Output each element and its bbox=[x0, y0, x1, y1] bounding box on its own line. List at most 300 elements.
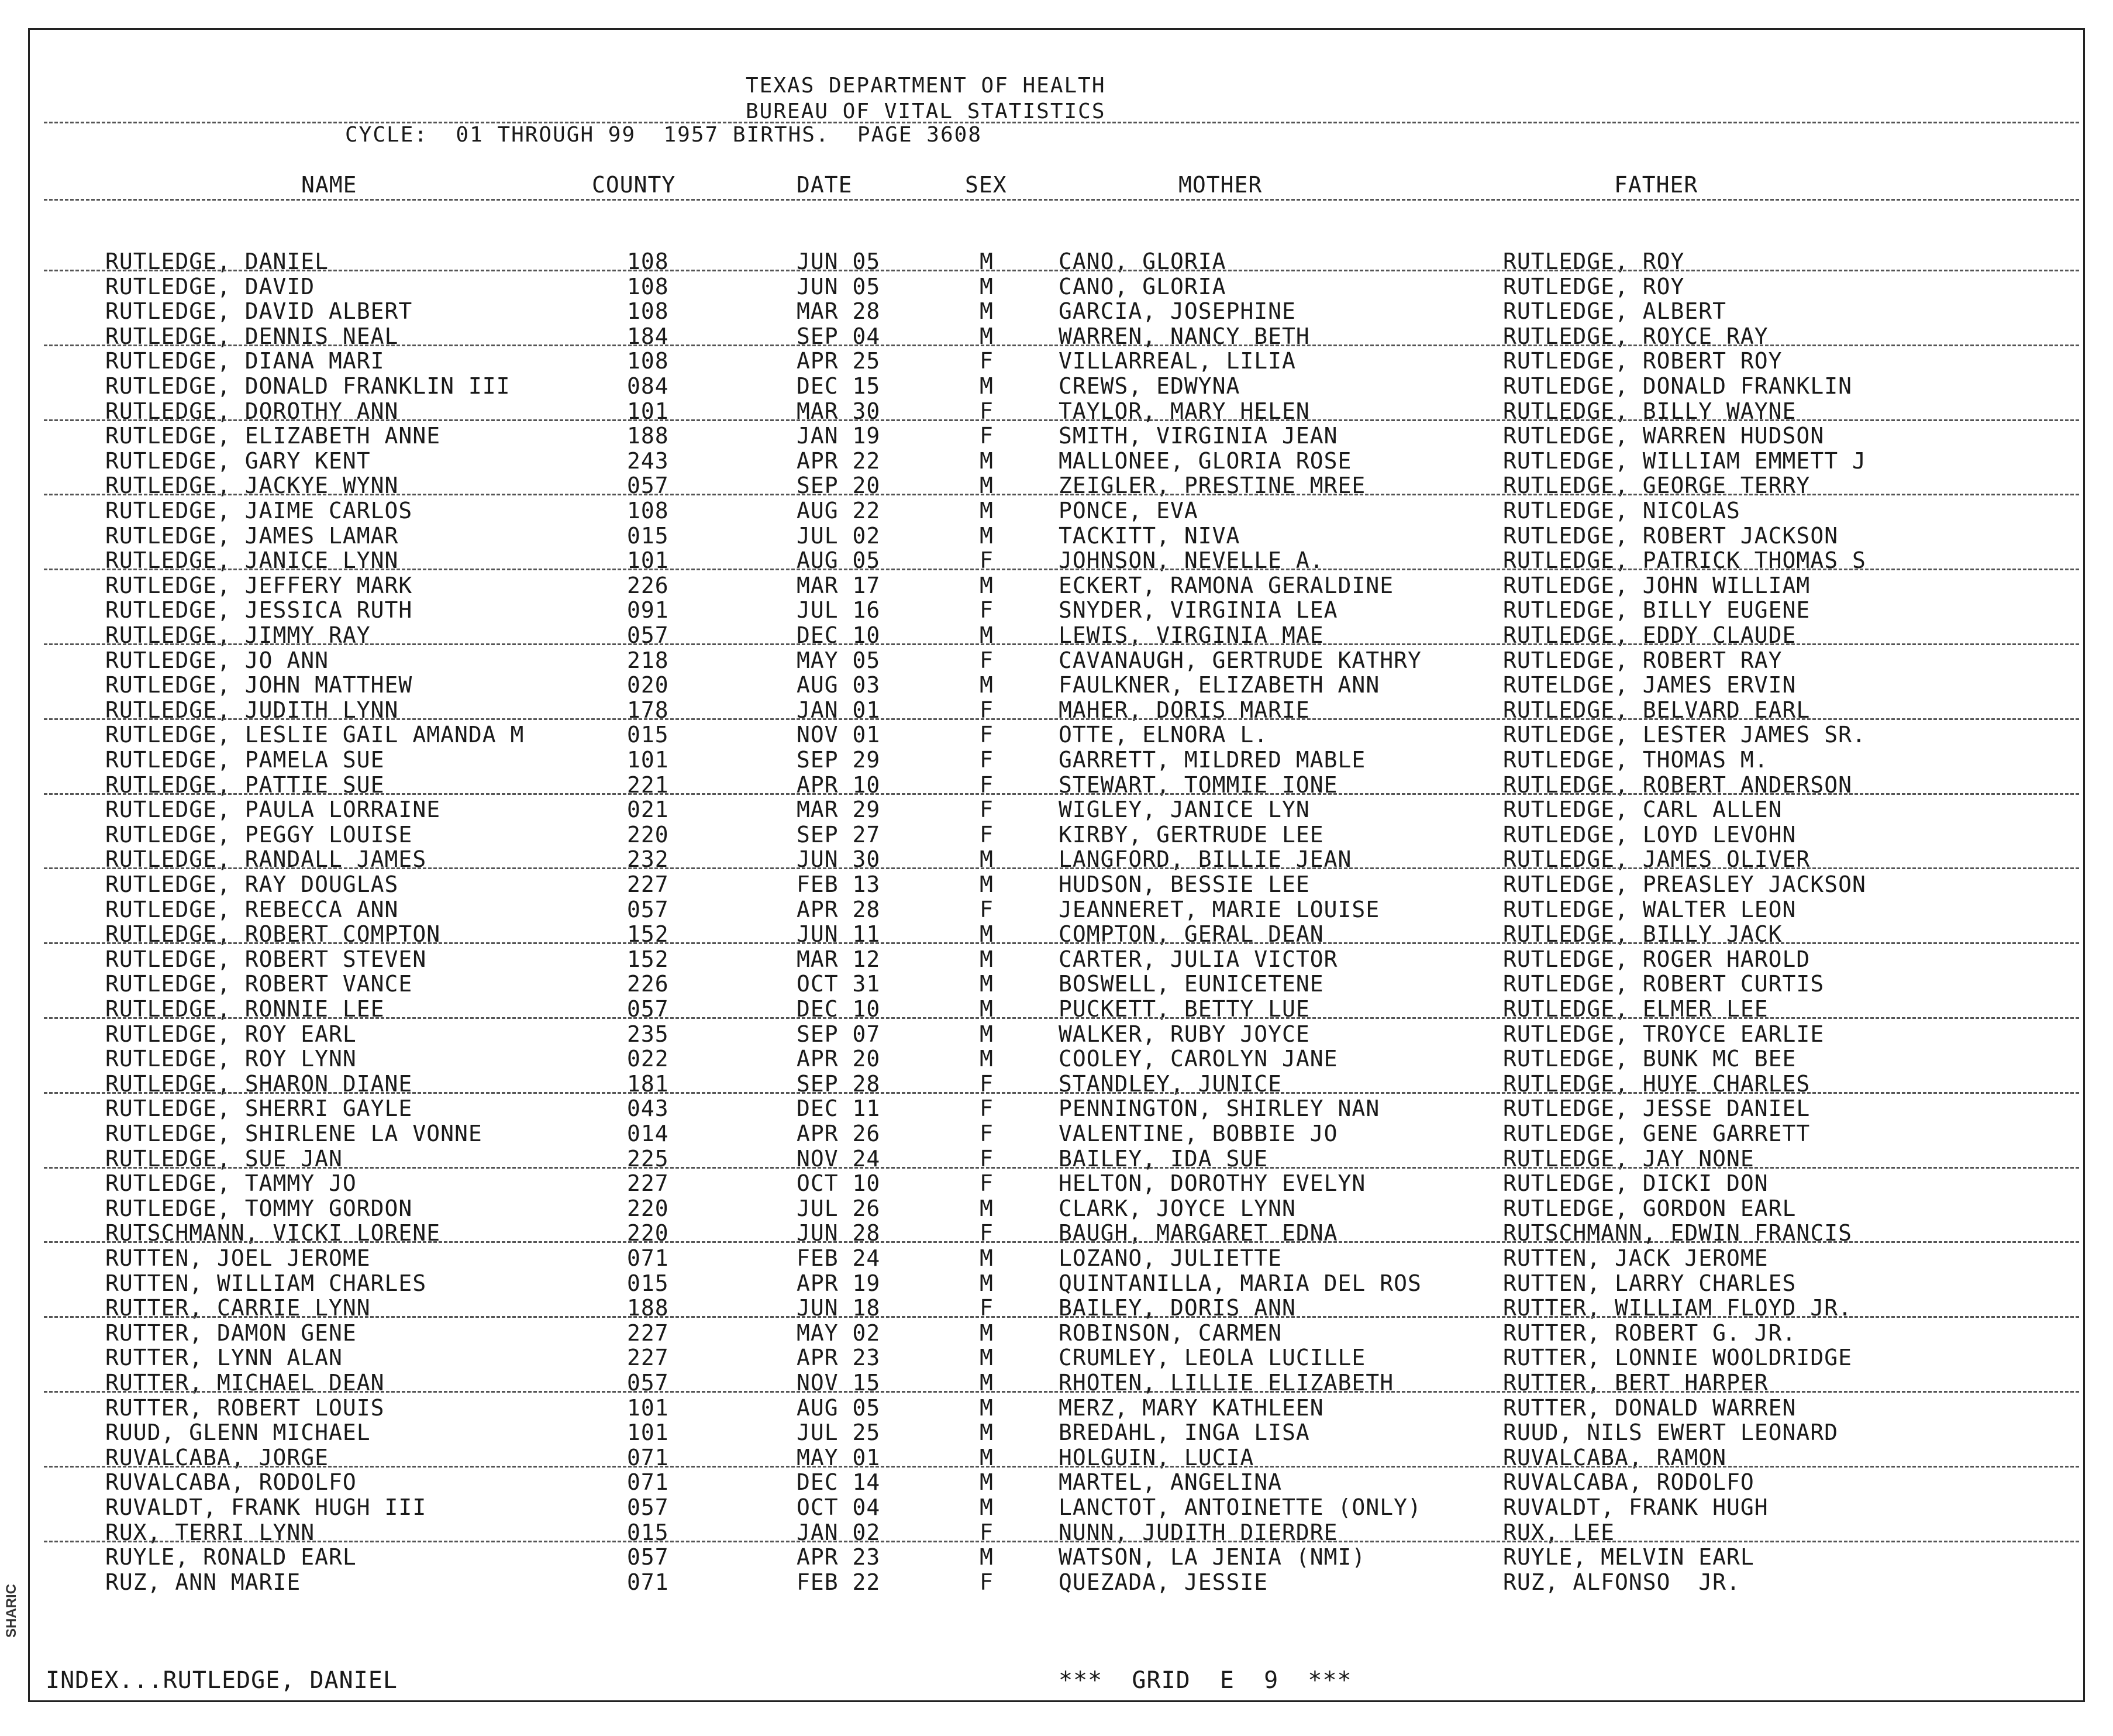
cell-sex: F bbox=[980, 647, 994, 673]
column-header-divider bbox=[44, 199, 2079, 201]
cell-father: RUTLEDGE, NICOLAS bbox=[1503, 498, 1740, 523]
cell-sex: F bbox=[980, 821, 994, 848]
cell-sex: M bbox=[980, 846, 994, 873]
table-row bbox=[0, 722, 2113, 746]
cell-date: JUL 25 bbox=[797, 1420, 881, 1446]
cell-sex: F bbox=[980, 423, 994, 449]
cell-county: 101 bbox=[627, 1420, 669, 1446]
cell-father: RUTLEDGE, BILLY WAYNE bbox=[1503, 398, 1797, 424]
cell-name: RUTTER, CARRIE LYNN bbox=[105, 1295, 371, 1321]
cell-date: FEB 24 bbox=[797, 1245, 881, 1271]
table-row bbox=[0, 373, 2113, 398]
cell-date: DEC 10 bbox=[797, 622, 881, 648]
cell-mother: WARREN, NANCY BETH bbox=[1059, 323, 1310, 349]
cell-date: SEP 20 bbox=[797, 473, 881, 499]
table-row bbox=[0, 498, 2113, 522]
row-separator bbox=[44, 345, 2079, 346]
cell-date: MAR 30 bbox=[797, 398, 881, 424]
table-row bbox=[0, 872, 2113, 896]
cell-date: APR 23 bbox=[797, 1345, 881, 1371]
cell-sex: M bbox=[980, 498, 994, 523]
cell-mother: GARCIA, JOSEPHINE bbox=[1059, 298, 1296, 325]
cell-date: NOV 24 bbox=[797, 1145, 881, 1172]
row-separator bbox=[44, 1316, 2079, 1318]
cell-name: RUTLEDGE, ROY LYNN bbox=[105, 1046, 357, 1072]
cell-name: RUTLEDGE, PEGGY LOUISE bbox=[105, 821, 413, 848]
table-row bbox=[0, 448, 2113, 473]
cell-date: AUG 03 bbox=[797, 672, 881, 698]
cell-county: 101 bbox=[627, 1394, 669, 1421]
cell-father: RUTTER, DONALD WARREN bbox=[1503, 1394, 1797, 1421]
cell-date: SEP 27 bbox=[797, 821, 881, 848]
cell-mother: BAILEY, IDA SUE bbox=[1059, 1145, 1269, 1172]
cell-name: RUVALCABA, JORGE bbox=[105, 1444, 329, 1470]
cell-father: RUTELDGE, JAMES ERVIN bbox=[1503, 672, 1797, 698]
cell-father: RUTLEDGE, LOYD LEVOHN bbox=[1503, 821, 1797, 848]
cell-father: RUTTER, BERT HARPER bbox=[1503, 1370, 1769, 1396]
cell-mother: VALENTINE, BOBBIE JO bbox=[1059, 1121, 1338, 1146]
cell-name: RUTLEDGE, PAULA LORRAINE bbox=[105, 797, 441, 823]
cell-father: RUTTEN, JACK JEROME bbox=[1503, 1245, 1769, 1271]
cell-date: MAY 05 bbox=[797, 647, 881, 673]
cell-mother: MERZ, MARY KATHLEEN bbox=[1059, 1394, 1324, 1421]
cell-mother: CREWS, EDWYNA bbox=[1059, 373, 1240, 399]
cell-name: RUVALDT, FRANK HUGH III bbox=[105, 1494, 427, 1520]
cell-mother: WATSON, LA JENIA (NMI) bbox=[1059, 1544, 1366, 1570]
row-separator bbox=[44, 419, 2079, 421]
cell-father: RUVALDT, FRANK HUGH bbox=[1503, 1494, 1769, 1520]
cell-mother: LEWIS, VIRGINIA MAE bbox=[1059, 622, 1324, 648]
cell-sex: M bbox=[980, 249, 994, 274]
cell-sex: F bbox=[980, 697, 994, 723]
table-row bbox=[0, 1121, 2113, 1145]
cell-father: RUTTEN, LARRY CHARLES bbox=[1503, 1270, 1797, 1296]
cell-date: MAR 28 bbox=[797, 298, 881, 325]
cell-date: MAR 17 bbox=[797, 572, 881, 598]
cell-name: RUTLEDGE, ELIZABETH ANNE bbox=[105, 423, 441, 449]
cell-father: RUTLEDGE, GORDON EARL bbox=[1503, 1195, 1797, 1221]
cell-mother: STANDLEY, JUNICE bbox=[1059, 1070, 1283, 1097]
cell-date: OCT 31 bbox=[797, 971, 881, 997]
cell-father: RUTLEDGE, GEORGE TERRY bbox=[1503, 473, 1811, 499]
cell-mother: BAILEY, DORIS ANN bbox=[1059, 1295, 1296, 1321]
row-separator bbox=[44, 270, 2079, 271]
cell-mother: STEWART, TOMMIE IONE bbox=[1059, 771, 1338, 798]
cell-county: 015 bbox=[627, 1519, 669, 1545]
cell-father: RUTLEDGE, ROGER HAROLD bbox=[1503, 946, 1811, 972]
cell-father: RUUD, NILS EWERT LEONARD bbox=[1503, 1420, 1839, 1446]
cell-name: RUTTEN, JOEL JEROME bbox=[105, 1245, 371, 1271]
cell-father: RUTLEDGE, DICKI DON bbox=[1503, 1170, 1769, 1197]
table-row bbox=[0, 1544, 2113, 1569]
cell-county: 015 bbox=[627, 522, 669, 549]
cell-name: RUTLEDGE, ROBERT VANCE bbox=[105, 971, 413, 997]
cell-mother: COMPTON, GERAL DEAN bbox=[1059, 921, 1324, 948]
table-row bbox=[0, 1046, 2113, 1070]
cell-name: RUTLEDGE, TAMMY JO bbox=[105, 1170, 357, 1197]
cell-name: RUTLEDGE, DENNIS NEAL bbox=[105, 323, 399, 349]
table-row bbox=[0, 1320, 2113, 1345]
cell-sex: F bbox=[980, 1519, 994, 1545]
cell-sex: F bbox=[980, 797, 994, 823]
cell-mother: TACKITT, NIVA bbox=[1059, 522, 1240, 549]
cell-father: RUX, LEE bbox=[1503, 1519, 1615, 1545]
cell-name: RUTLEDGE, LESLIE GAIL AMANDA M bbox=[105, 722, 525, 748]
cell-father: RUTLEDGE, BUNK MC BEE bbox=[1503, 1046, 1797, 1072]
cell-county: 021 bbox=[627, 797, 669, 823]
cell-father: RUTTER, ROBERT G. JR. bbox=[1503, 1320, 1797, 1346]
table-row bbox=[0, 672, 2113, 697]
table-row bbox=[0, 1469, 2113, 1494]
cell-name: RUTLEDGE, PAMELA SUE bbox=[105, 747, 385, 773]
table-row bbox=[0, 797, 2113, 821]
cell-name: RUTLEDGE, JEFFERY MARK bbox=[105, 572, 413, 598]
cell-name: RUTLEDGE, JO ANN bbox=[105, 647, 329, 673]
table-row bbox=[0, 1395, 2113, 1420]
cell-county: 057 bbox=[627, 1544, 669, 1570]
cell-county: 188 bbox=[627, 423, 669, 449]
cell-mother: MAHER, DORIS MARIE bbox=[1059, 697, 1310, 723]
row-separator bbox=[44, 718, 2079, 720]
table-row bbox=[0, 647, 2113, 672]
cell-name: RUTTER, ROBERT LOUIS bbox=[105, 1394, 385, 1421]
cell-father: RUTSCHMANN, EDWIN FRANCIS bbox=[1503, 1220, 1852, 1246]
cell-county: 015 bbox=[627, 1270, 669, 1296]
table-row bbox=[0, 597, 2113, 622]
cell-date: DEC 10 bbox=[797, 996, 881, 1022]
cell-county: 220 bbox=[627, 821, 669, 848]
cell-name: RUTLEDGE, SUE JAN bbox=[105, 1145, 343, 1172]
cell-father: RUYLE, MELVIN EARL bbox=[1503, 1544, 1754, 1570]
cell-name: RUTLEDGE, TOMMY GORDON bbox=[105, 1195, 413, 1221]
table-row bbox=[0, 971, 2113, 996]
cell-name: RUTLEDGE, JACKYE WYNN bbox=[105, 473, 399, 499]
table-row bbox=[0, 1245, 2113, 1270]
cell-date: APR 28 bbox=[797, 896, 881, 922]
cell-sex: M bbox=[980, 1420, 994, 1446]
cell-county: 184 bbox=[627, 323, 669, 349]
row-separator bbox=[44, 1541, 2079, 1542]
cell-date: JUL 02 bbox=[797, 522, 881, 549]
cell-name: RUTLEDGE, DOROTHY ANN bbox=[105, 398, 399, 424]
cell-mother: HOLGUIN, LUCIA bbox=[1059, 1444, 1254, 1470]
cell-sex: M bbox=[980, 522, 994, 549]
cell-county: 181 bbox=[627, 1070, 669, 1097]
header-cycle: CYCLE: 01 THROUGH 99 1957 BIRTHS. PAGE 3608 bbox=[345, 123, 982, 147]
cell-mother: CANO, GLORIA bbox=[1059, 273, 1226, 299]
cell-name: RUTLEDGE, JESSICA RUTH bbox=[105, 597, 413, 624]
cell-name: RUTLEDGE, JOHN MATTHEW bbox=[105, 672, 413, 698]
cell-name: RUTLEDGE, JAIME CARLOS bbox=[105, 498, 413, 523]
cell-mother: WIGLEY, JANICE LYN bbox=[1059, 797, 1310, 823]
table-row bbox=[0, 348, 2113, 373]
cell-mother: COOLEY, CAROLYN JANE bbox=[1059, 1046, 1338, 1072]
cell-county: 227 bbox=[627, 1170, 669, 1197]
cell-name: RUTLEDGE, JUDITH LYNN bbox=[105, 697, 399, 723]
cell-mother: KIRBY, GERTRUDE LEE bbox=[1059, 821, 1324, 848]
cell-date: MAR 12 bbox=[797, 946, 881, 972]
cell-father: RUTLEDGE, LESTER JAMES SR. bbox=[1503, 722, 1866, 748]
cell-county: 108 bbox=[627, 273, 669, 299]
cell-date: JUN 05 bbox=[797, 249, 881, 274]
cell-father: RUTLEDGE, DONALD FRANKLIN bbox=[1503, 373, 1852, 399]
cell-name: RUVALCABA, RODOLFO bbox=[105, 1469, 357, 1496]
cell-sex: M bbox=[980, 473, 994, 499]
cell-sex: M bbox=[980, 921, 994, 948]
cell-name: RUTLEDGE, RONNIE LEE bbox=[105, 996, 385, 1022]
cell-father: RUTLEDGE, ROBERT RAY bbox=[1503, 647, 1783, 673]
cell-father: RUTLEDGE, EDDY CLAUDE bbox=[1503, 622, 1797, 648]
cell-county: 227 bbox=[627, 1345, 669, 1371]
cell-county: 057 bbox=[627, 896, 669, 922]
cell-mother: CLARK, JOYCE LYNN bbox=[1059, 1195, 1296, 1221]
cell-county: 225 bbox=[627, 1145, 669, 1172]
cell-sex: F bbox=[980, 1096, 994, 1122]
cell-county: 108 bbox=[627, 348, 669, 374]
cell-sex: F bbox=[980, 348, 994, 374]
cell-name: RUZ, ANN MARIE bbox=[105, 1569, 301, 1595]
cell-mother: PENNINGTON, SHIRLEY NAN bbox=[1059, 1096, 1380, 1122]
cell-father: RUTLEDGE, ROBERT JACKSON bbox=[1503, 522, 1839, 549]
cell-name: RUTLEDGE, DIANA MARI bbox=[105, 348, 385, 374]
cell-date: APR 20 bbox=[797, 1046, 881, 1072]
cell-name: RUTLEDGE, DONALD FRANKLIN III bbox=[105, 373, 511, 399]
cell-name: RUTLEDGE, DANIEL bbox=[105, 249, 329, 274]
cell-county: 243 bbox=[627, 447, 669, 474]
cell-name: RUTTER, DAMON GENE bbox=[105, 1320, 357, 1346]
table-row bbox=[0, 274, 2113, 298]
cell-sex: M bbox=[980, 298, 994, 325]
cell-mother: ECKERT, RAMONA GERALDINE bbox=[1059, 572, 1394, 598]
cell-county: 101 bbox=[627, 398, 669, 424]
table-row bbox=[0, 1021, 2113, 1046]
row-separator bbox=[44, 1241, 2079, 1243]
cell-mother: LOZANO, JULIETTE bbox=[1059, 1245, 1283, 1271]
cell-date: JUN 05 bbox=[797, 273, 881, 299]
cell-father: RUTLEDGE, THOMAS M. bbox=[1503, 747, 1769, 773]
cell-sex: M bbox=[980, 1394, 994, 1421]
table-row bbox=[0, 897, 2113, 921]
cell-mother: HUDSON, BESSIE LEE bbox=[1059, 872, 1310, 897]
cell-county: 071 bbox=[627, 1444, 669, 1470]
cell-county: 108 bbox=[627, 498, 669, 523]
cell-date: AUG 05 bbox=[797, 1394, 881, 1421]
cell-name: RUTLEDGE, GARY KENT bbox=[105, 447, 371, 474]
cell-sex: F bbox=[980, 1295, 994, 1321]
column-header-mother: MOTHER bbox=[1178, 172, 1263, 198]
cell-name: RUTLEDGE, RANDALL JAMES bbox=[105, 846, 427, 873]
cell-name: RUTTEN, WILLIAM CHARLES bbox=[105, 1270, 427, 1296]
cell-name: RUTLEDGE, REBECCA ANN bbox=[105, 896, 399, 922]
cell-sex: M bbox=[980, 447, 994, 474]
cell-county: 071 bbox=[627, 1469, 669, 1496]
cell-date: JUL 26 bbox=[797, 1195, 881, 1221]
column-header-name: NAME bbox=[301, 172, 357, 198]
cell-sex: M bbox=[980, 1270, 994, 1296]
table-row bbox=[0, 1420, 2113, 1444]
cell-date: DEC 14 bbox=[797, 1469, 881, 1496]
cell-county: 235 bbox=[627, 1021, 669, 1047]
cell-mother: SNYDER, VIRGINIA LEA bbox=[1059, 597, 1338, 624]
table-row bbox=[0, 573, 2113, 597]
cell-mother: ZEIGLER, PRESTINE MREE bbox=[1059, 473, 1366, 499]
cell-date: OCT 04 bbox=[797, 1494, 881, 1520]
cell-date: JUN 30 bbox=[797, 846, 881, 873]
cell-sex: M bbox=[980, 373, 994, 399]
cell-sex: F bbox=[980, 1145, 994, 1172]
column-header-father: FATHER bbox=[1614, 172, 1698, 198]
table-row bbox=[0, 747, 2113, 771]
cell-mother: LANGFORD, BILLIE JEAN bbox=[1059, 846, 1352, 873]
cell-mother: WALKER, RUBY JOYCE bbox=[1059, 1021, 1310, 1047]
cell-mother: OTTE, ELNORA L. bbox=[1059, 722, 1269, 748]
cell-father: RUTLEDGE, GENE GARRETT bbox=[1503, 1121, 1811, 1146]
cell-name: RUTLEDGE, JAMES LAMAR bbox=[105, 522, 399, 549]
cell-sex: M bbox=[980, 1046, 994, 1072]
cell-father: RUTLEDGE, BELVARD EARL bbox=[1503, 697, 1811, 723]
cell-mother: LANCTOT, ANTOINETTE (ONLY) bbox=[1059, 1494, 1422, 1520]
table-row bbox=[0, 423, 2113, 447]
cell-county: 101 bbox=[627, 547, 669, 574]
cell-county: 227 bbox=[627, 872, 669, 897]
cell-mother: GARRETT, MILDRED MABLE bbox=[1059, 747, 1366, 773]
cell-county: 071 bbox=[627, 1245, 669, 1271]
cell-sex: F bbox=[980, 1070, 994, 1097]
cell-sex: F bbox=[980, 597, 994, 624]
row-separator bbox=[44, 1092, 2079, 1094]
side-tag: SHARIC bbox=[4, 1583, 19, 1638]
cell-date: DEC 11 bbox=[797, 1096, 881, 1122]
cell-father: RUTLEDGE, TROYCE EARLIE bbox=[1503, 1021, 1825, 1047]
cell-mother: MARTEL, ANGELINA bbox=[1059, 1469, 1283, 1496]
cell-mother: NUNN, JUDITH DIERDRE bbox=[1059, 1519, 1338, 1545]
cell-sex: M bbox=[980, 323, 994, 349]
cell-county: 152 bbox=[627, 921, 669, 948]
cell-father: RUTLEDGE, ROYCE RAY bbox=[1503, 323, 1769, 349]
cell-father: RUTLEDGE, JAMES OLIVER bbox=[1503, 846, 1811, 873]
cell-date: APR 10 bbox=[797, 771, 881, 798]
cell-date: JAN 01 bbox=[797, 697, 881, 723]
cell-county: 108 bbox=[627, 298, 669, 325]
cell-mother: TAYLOR, MARY HELEN bbox=[1059, 398, 1310, 424]
cell-date: MAY 01 bbox=[797, 1444, 881, 1470]
cell-name: RUTLEDGE, DAVID ALBERT bbox=[105, 298, 413, 325]
cell-county: 014 bbox=[627, 1121, 669, 1146]
cell-father: RUTLEDGE, HUYE CHARLES bbox=[1503, 1070, 1811, 1097]
cell-county: 084 bbox=[627, 373, 669, 399]
cell-sex: F bbox=[980, 771, 994, 798]
cell-name: RUTLEDGE, RAY DOUGLAS bbox=[105, 872, 399, 897]
cell-sex: M bbox=[980, 1469, 994, 1496]
cell-county: 071 bbox=[627, 1569, 669, 1595]
cell-county: 218 bbox=[627, 647, 669, 673]
cell-county: 057 bbox=[627, 622, 669, 648]
cell-date: MAY 02 bbox=[797, 1320, 881, 1346]
cell-date: JUN 11 bbox=[797, 921, 881, 948]
column-header-county: COUNTY bbox=[592, 172, 676, 198]
row-separator bbox=[44, 793, 2079, 795]
cell-county: 152 bbox=[627, 946, 669, 972]
cell-county: 108 bbox=[627, 249, 669, 274]
row-separator bbox=[44, 1466, 2079, 1468]
cell-name: RUTLEDGE, SHERRI GAYLE bbox=[105, 1096, 413, 1122]
cell-sex: M bbox=[980, 1370, 994, 1396]
cell-sex: M bbox=[980, 1021, 994, 1047]
cell-name: RUTTER, LYNN ALAN bbox=[105, 1345, 343, 1371]
cell-name: RUTLEDGE, ROBERT STEVEN bbox=[105, 946, 427, 972]
table-row bbox=[0, 946, 2113, 971]
cell-sex: M bbox=[980, 971, 994, 997]
cell-name: RUTLEDGE, ROBERT COMPTON bbox=[105, 921, 441, 948]
cell-date: AUG 05 bbox=[797, 547, 881, 574]
cell-county: 057 bbox=[627, 996, 669, 1022]
cell-father: RUTLEDGE, ELMER LEE bbox=[1503, 996, 1769, 1022]
cell-mother: PUCKETT, BETTY LUE bbox=[1059, 996, 1310, 1022]
cell-date: SEP 04 bbox=[797, 323, 881, 349]
cell-name: RUTLEDGE, PATTIE SUE bbox=[105, 771, 385, 798]
cell-sex: F bbox=[980, 722, 994, 748]
cell-father: RUTLEDGE, ROBERT ROY bbox=[1503, 348, 1783, 374]
cell-sex: M bbox=[980, 1494, 994, 1520]
cell-date: OCT 10 bbox=[797, 1170, 881, 1197]
cell-date: JAN 02 bbox=[797, 1519, 881, 1545]
row-separator bbox=[44, 1017, 2079, 1019]
table-row bbox=[0, 822, 2113, 846]
row-separator bbox=[44, 1167, 2079, 1169]
row-separator bbox=[44, 569, 2079, 570]
cell-date: APR 19 bbox=[797, 1270, 881, 1296]
cell-county: 091 bbox=[627, 597, 669, 624]
cell-mother: BAUGH, MARGARET EDNA bbox=[1059, 1220, 1338, 1246]
cell-date: DEC 15 bbox=[797, 373, 881, 399]
cell-date: JUN 28 bbox=[797, 1220, 881, 1246]
cell-sex: M bbox=[980, 1444, 994, 1470]
cell-sex: M bbox=[980, 996, 994, 1022]
cell-father: RUTLEDGE, BILLY JACK bbox=[1503, 921, 1783, 948]
cell-county: 232 bbox=[627, 846, 669, 873]
cell-date: JAN 19 bbox=[797, 423, 881, 449]
cell-name: RUTLEDGE, SHARON DIANE bbox=[105, 1070, 413, 1097]
cell-sex: F bbox=[980, 1121, 994, 1146]
header-bureau: BUREAU OF VITAL STATISTICS bbox=[746, 99, 1106, 123]
cell-name: RUTLEDGE, JANICE LYNN bbox=[105, 547, 399, 574]
row-separator bbox=[44, 643, 2079, 645]
cell-name: RUTTER, MICHAEL DEAN bbox=[105, 1370, 385, 1396]
cell-father: RUTLEDGE, PREASLEY JACKSON bbox=[1503, 872, 1866, 897]
cell-father: RUTTER, WILLIAM FLOYD JR. bbox=[1503, 1295, 1852, 1321]
cell-sex: M bbox=[980, 1345, 994, 1371]
column-header-date: DATE bbox=[797, 172, 853, 198]
table-row bbox=[0, 523, 2113, 547]
cell-father: RUTLEDGE, WILLIAM EMMETT J bbox=[1503, 447, 1866, 474]
table-row bbox=[0, 1494, 2113, 1519]
cell-father: RUTTER, LONNIE WOOLDRIDGE bbox=[1503, 1345, 1852, 1371]
cell-mother: CANO, GLORIA bbox=[1059, 249, 1226, 274]
cell-county: 226 bbox=[627, 572, 669, 598]
cell-mother: SMITH, VIRGINIA JEAN bbox=[1059, 423, 1338, 449]
cell-mother: HELTON, DOROTHY EVELYN bbox=[1059, 1170, 1366, 1197]
cell-county: 043 bbox=[627, 1096, 669, 1122]
cell-date: MAR 29 bbox=[797, 797, 881, 823]
cell-date: AUG 22 bbox=[797, 498, 881, 523]
cell-date: SEP 28 bbox=[797, 1070, 881, 1097]
cell-county: 220 bbox=[627, 1195, 669, 1221]
cell-county: 015 bbox=[627, 722, 669, 748]
cell-father: RUTLEDGE, WALTER LEON bbox=[1503, 896, 1797, 922]
cell-mother: QUINTANILLA, MARIA DEL ROS bbox=[1059, 1270, 1422, 1296]
cell-father: RUTLEDGE, ROBERT ANDERSON bbox=[1503, 771, 1852, 798]
cell-sex: M bbox=[980, 672, 994, 698]
